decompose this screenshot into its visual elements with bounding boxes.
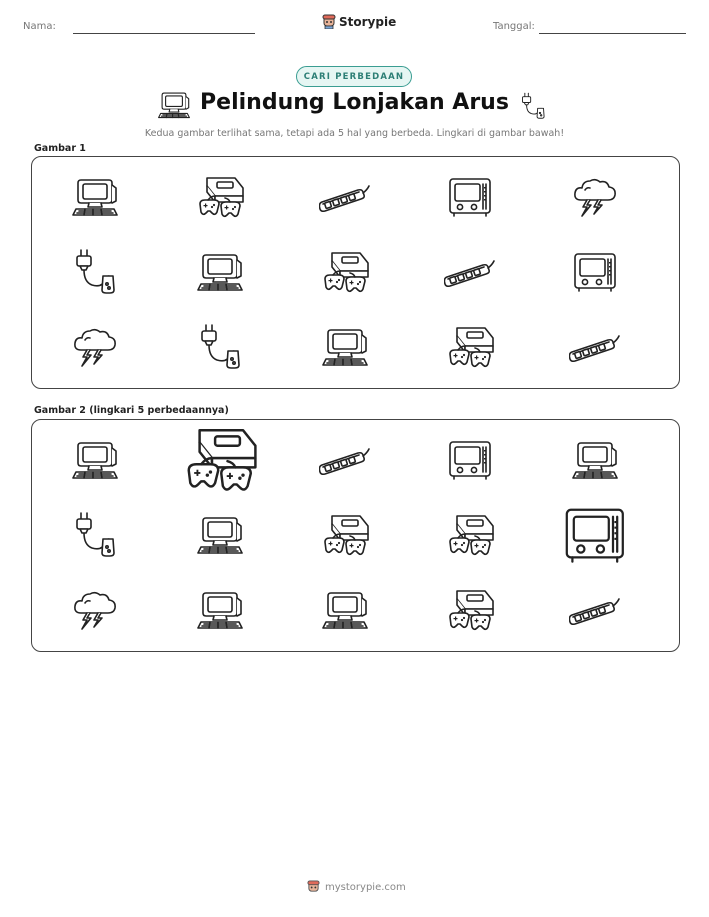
- name-label: Nama:: [23, 21, 56, 32]
- power-strip-icon[interactable]: [569, 595, 621, 625]
- name-field[interactable]: [73, 33, 255, 34]
- storm-cloud-icon: [72, 326, 118, 368]
- storm-cloud-icon[interactable]: [72, 589, 118, 631]
- computer-icon[interactable]: [72, 440, 118, 480]
- game-console-icon: [320, 249, 370, 295]
- instructions: Kedua gambar terlihat sama, tetapi ada 5 hal yang berbeda. Lingkari di gambar bawah!: [144, 128, 565, 139]
- game-console-icon: [445, 324, 495, 370]
- category-badge: CARI PERBEDAAN: [296, 66, 412, 87]
- microwave-icon: [573, 252, 617, 292]
- microwave-icon[interactable]: [564, 507, 626, 563]
- power-strip-icon: [569, 332, 621, 362]
- power-strip-icon: [444, 257, 496, 287]
- footer-url: mystorypie.com: [325, 881, 406, 893]
- page-title: Pelindung Lonjakan Arus: [200, 90, 509, 115]
- game-console-icon[interactable]: [445, 512, 495, 558]
- date-label: Tanggal:: [493, 21, 535, 32]
- game-console-icon[interactable]: [320, 512, 370, 558]
- footer: [307, 880, 406, 894]
- brand-logo: [322, 14, 396, 29]
- picture-panel-1: [31, 156, 680, 389]
- computer-icon: [197, 252, 243, 292]
- computer-icon: [322, 327, 368, 367]
- game-console-icon[interactable]: [445, 587, 495, 633]
- computer-icon[interactable]: [572, 440, 618, 480]
- storm-cloud-icon: [572, 176, 618, 218]
- plug-icon: [197, 323, 243, 371]
- panel-1-label: Gambar 1: [34, 143, 86, 154]
- plug-icon: [519, 92, 547, 124]
- power-strip-icon: [319, 182, 371, 212]
- microwave-icon: [448, 177, 492, 217]
- computer-icon: [72, 177, 118, 217]
- computer-icon[interactable]: [322, 590, 368, 630]
- computer-icon[interactable]: [197, 515, 243, 555]
- microwave-icon[interactable]: [448, 440, 492, 480]
- storypie-mascot-icon: [307, 880, 320, 894]
- storypie-mascot-icon: [322, 14, 336, 29]
- game-console-icon[interactable]: [181, 424, 259, 495]
- game-console-icon: [195, 174, 245, 220]
- date-field[interactable]: [539, 33, 686, 34]
- panel-2-label: Gambar 2 (lingkari 5 perbedaannya): [34, 405, 229, 416]
- picture-panel-2[interactable]: [31, 419, 680, 652]
- computer-icon[interactable]: [197, 590, 243, 630]
- brand-name: Storypie: [339, 14, 397, 29]
- power-strip-icon[interactable]: [319, 445, 371, 475]
- plug-icon[interactable]: [72, 511, 118, 559]
- plug-icon: [72, 248, 118, 296]
